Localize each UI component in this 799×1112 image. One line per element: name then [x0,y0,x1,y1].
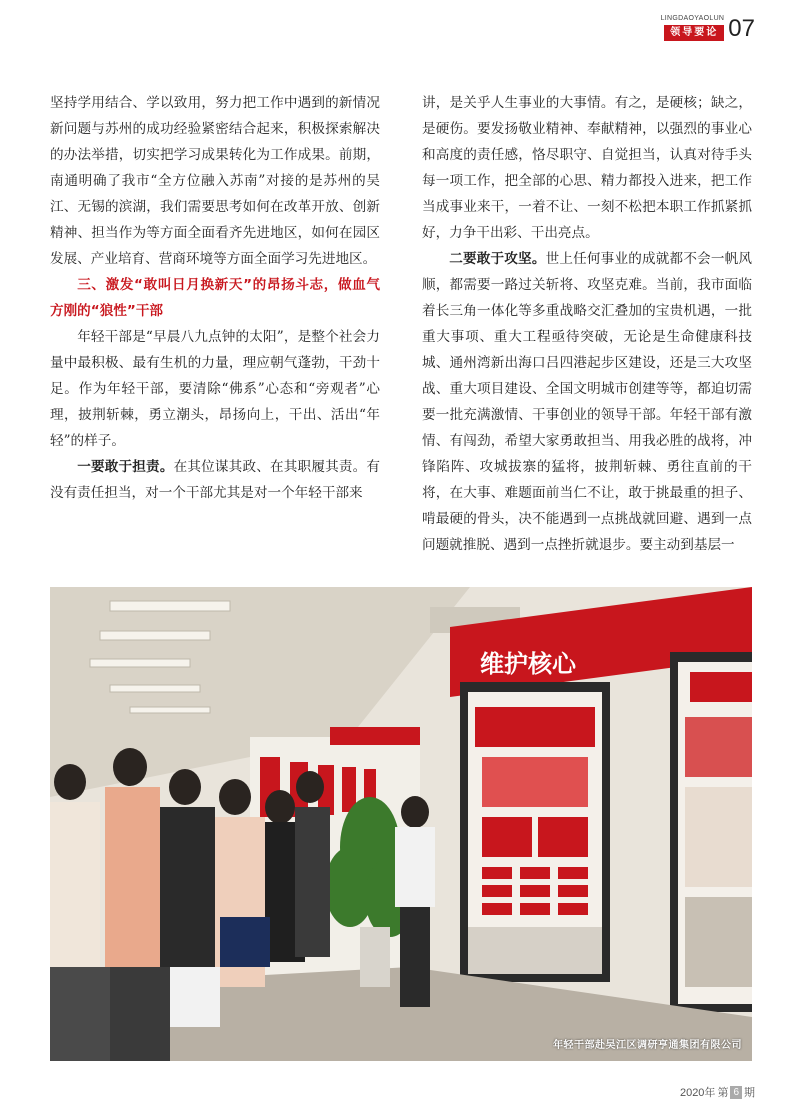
column-pinyin: LINGDAOYAOLUN [660,15,725,22]
exhibition-photo [50,587,752,1061]
issue-number: 6 [730,1086,742,1099]
column-title: 领导要论 [664,25,724,41]
section-heading: 三、激发“敢叫日月换新天”的昂扬斗志，做血气方刚的“狼性”干部 [50,277,380,319]
paragraph-lead: 一要敢于担责。 [77,459,174,475]
paragraph: 讲，是关乎人生事业的大事情。有之，是硬核；缺之，是硬伤。要发扬敬业精神、奉献精神，以强烈的事业心和高度的责任感，恪尽职守、自觉担当，认真对待手头每一项工作，把全部的心思、精力都投入进来，把工作当成事业来干，一着不让、一刻不松把本职工作抓紧抓好，力争干出彩、干出亮点。 [422,95,752,241]
paragraph [50,454,380,506]
paragraph: 年轻干部是“早晨八九点钟的太阳”，是整个社会力量中最积极、最有生机的力量，理应朝气蓬勃，干劲十足。作为年轻干部，要清除“佛系”心态和“旁观者”心理，披荆斩棘，勇立潮头，昂扬向上，干出、活出“年轻”的样子。 [50,329,380,449]
page-footer [680,1084,755,1100]
issue-suffix: 期 [744,1087,755,1099]
issue-prefix: 第 [717,1087,729,1099]
paragraph-body: 在其位谋其政、在其职履其责。有没有责任担当，对一个干部尤其是对一个年轻干部来 [50,459,380,501]
left-column [50,90,380,506]
photo-caption: 年轻干部赴吴江区调研亨通集团有限公司 [553,1040,742,1051]
banner-text: 维护核心 [480,650,576,678]
paragraph-body: 世上任何事业的成就都不会一帆风顺，都需要一路过关斩将、攻坚克难。当前，我市面临着长三角一体化等多重战略交汇叠加的宝贵机遇，一批重大事项、重大工程亟待突破，无论是生命健康科技城、通州湾新出海口吕四港起步区建设，还是三大攻坚战、重大项目建设、全国文明城市创建等等，都迫切需要一批充满激情、干事创业的领导干部。年轻干部有激情、有闯劲，希望大家勇敢担当、用我必胜的战将，冲锋陷阵、攻城拔寨的猛将，披荆斩棘、勇往直前的干将，在大事、难题面前当仁不让，敢于挑最重的担子、啃最硬的骨头，决不能遇到一点挑战就回避、遇到一点问题就推脱、遇到一点挫折就退步。要主动到基层一 [422,251,752,553]
issue-year: 2020年 [679,1087,716,1099]
page-header [661,14,755,44]
page-number: 07 [728,15,755,42]
photo-illustration [50,587,752,1061]
paragraph-lead: 二要敢于攻坚。 [449,251,546,267]
column-brand [661,14,725,41]
right-column [422,90,752,558]
paragraph: 坚持学用结合、学以致用，努力把工作中遇到的新情况新问题与苏州的成功经验紧密结合起来，积极探索解决的办法举措，切实把学习成果转化为工作成果。前期，南通明确了我市“全方位融入苏南”对接的是苏州的吴江、无锡的滨湖，我们需要思考如何在改革开放、创新精神、担当作为等方面全面看齐先进地区，如何在园区发展、产业培育、营商环境等方面全面学习先进地区。 [50,95,380,267]
paragraph [422,246,752,558]
